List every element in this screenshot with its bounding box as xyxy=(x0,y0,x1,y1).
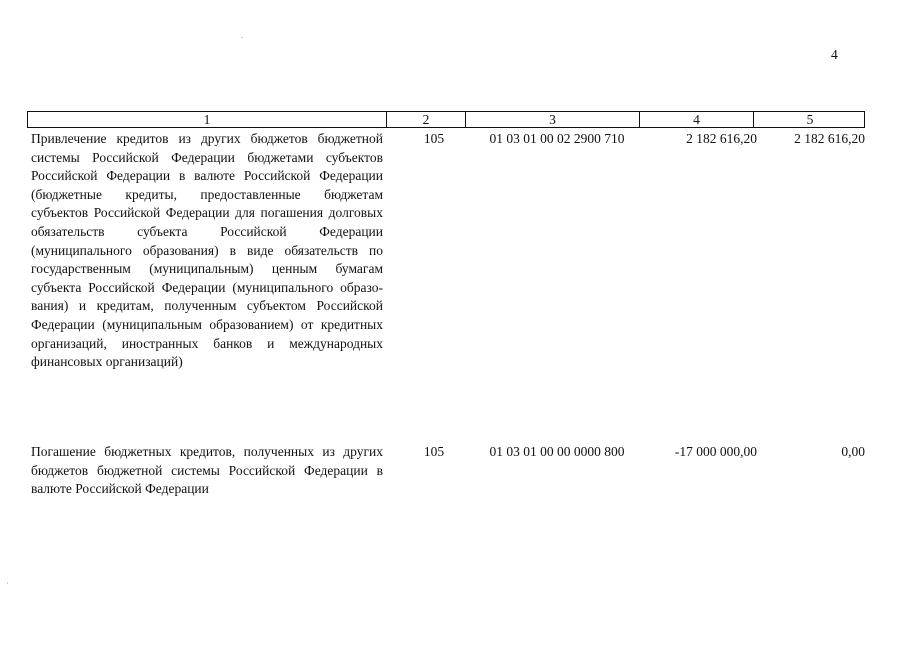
row-code: 105 xyxy=(423,131,445,146)
table-header-row xyxy=(27,111,865,128)
row-budget-classification-code: 01 03 01 00 02 2900 710 xyxy=(489,131,625,146)
page-number: 4 xyxy=(831,47,838,62)
table-row xyxy=(27,443,865,663)
scan-speck xyxy=(7,582,8,584)
row-description: Погашение бюджетных кредитов, полученных из других бюджетов бюджетной системы Российской Федерации в валюте Российской Федерации xyxy=(31,444,383,497)
header-col-3: 3 xyxy=(466,112,640,127)
header-col-1: 1 xyxy=(28,112,387,127)
row-value-col4: 2 182 616,20 xyxy=(686,131,757,146)
scan-speck xyxy=(241,37,243,38)
row-code: 105 xyxy=(423,444,445,459)
row-value-col5: 0,00 xyxy=(841,444,865,459)
row-value-col4: -17 000 000,00 xyxy=(674,444,757,459)
table-row xyxy=(27,130,865,370)
row-budget-classification-code: 01 03 01 00 00 0000 800 xyxy=(489,444,625,459)
header-col-2: 2 xyxy=(387,112,466,127)
header-col-5: 5 xyxy=(806,112,814,127)
header-col-4: 4 xyxy=(640,112,754,127)
row-value-col5: 2 182 616,20 xyxy=(794,131,865,146)
row-description: Привлечение кредитов из других бюджетов бюджетной системы Российской Федерации бюджетами субъектов Российской Федерации в валюте Российской Федерации (бюджетные кредиты, предоставленные бюджетам субъектов Российской Федерации для погашения долговых обязательств субъекта Российской Федерации (муниципального образования) в виде обязательств по государственным (муниципальным) ценным бумагам субъекта Российской Федерации (муниципального образования) и кредитам, полученным субъектом Российской Федерации (муниципальным образованием) от кредитных организаций, иностранных банков и международных финансовых организаций) xyxy=(31,131,383,370)
